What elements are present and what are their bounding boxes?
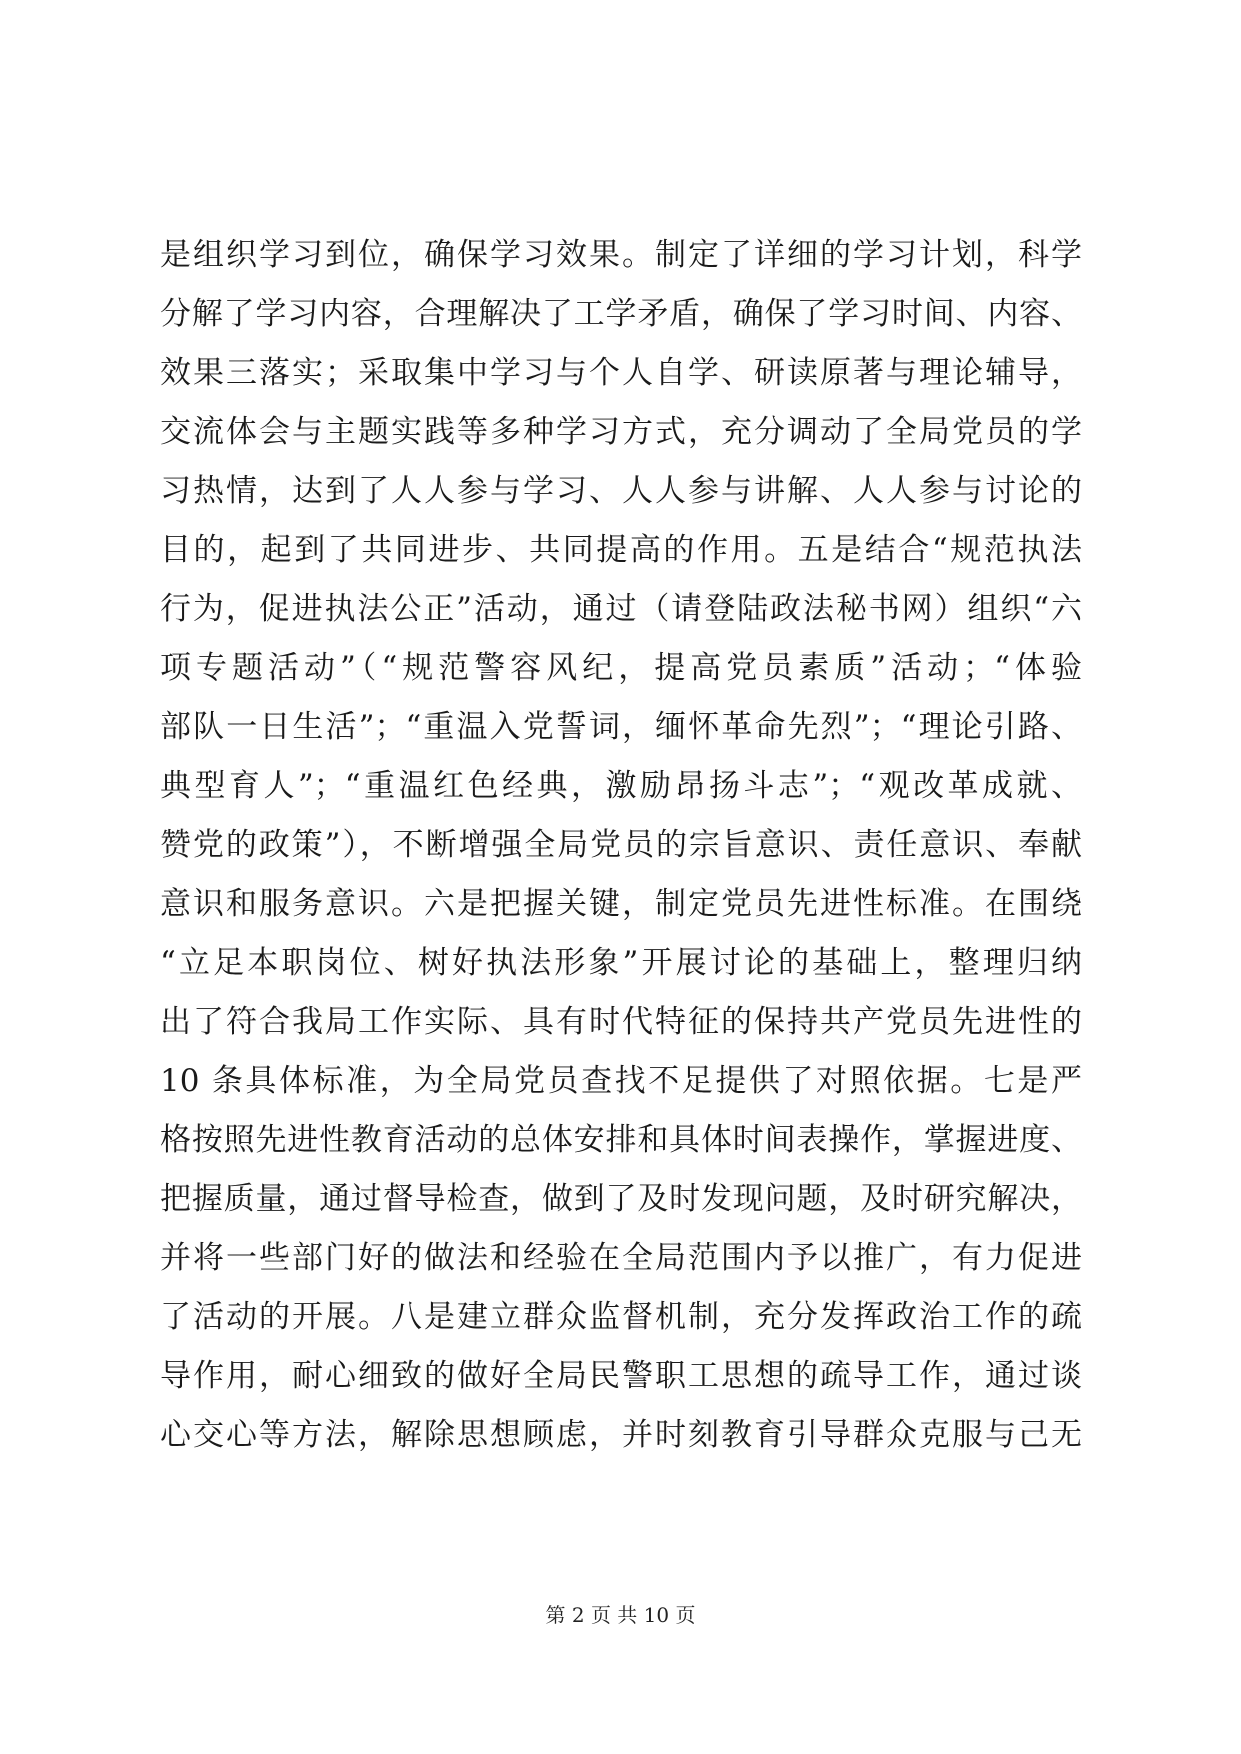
text-line: 导作用，耐心细致的做好全局民警职工思想的疏导工作，通过谈: [160, 1358, 1082, 1394]
text-line: 意识和服务意识。六是把握关键，制定党员先进性标准。在围绕: [160, 886, 1082, 922]
page-number: 第 2 页 共 10 页: [545, 1603, 696, 1627]
text-line: 是组织学习到位，确保学习效果。制定了详细的学习计划，科学: [160, 237, 1082, 273]
text-line: 项专题活动”（“规范警容风纪，提高党员素质”活动；“体验: [160, 650, 1082, 686]
text-line: 出了符合我局工作实际、具有时代特征的保持共产党员先进性的: [160, 1004, 1082, 1040]
text-line: 目的，起到了共同进步、共同提高的作用。五是结合“规范执法: [160, 532, 1082, 568]
text-line: 格按照先进性教育活动的总体安排和具体时间表操作，掌握进度、: [160, 1122, 1082, 1158]
text-line: 了活动的开展。八是建立群众监督机制，充分发挥政治工作的疏: [160, 1299, 1082, 1335]
text-line: 分解了学习内容，合理解决了工学矛盾，确保了学习时间、内容、: [160, 296, 1082, 332]
text-line: 典型育人”；“重温红色经典，激励昂扬斗志”；“观改革成就、: [160, 768, 1082, 804]
text-line: 并将一些部门好的做法和经验在全局范围内予以推广，有力促进: [160, 1240, 1082, 1276]
text-line: 把握质量，通过督导检查，做到了及时发现问题，及时研究解决，: [160, 1181, 1082, 1217]
text-line: 部队一日生活”；“重温入党誓词，缅怀革命先烈”；“理论引路、: [160, 709, 1082, 745]
text-line: 效果三落实；采取集中学习与个人自学、研读原著与理论辅导，: [160, 355, 1082, 391]
text-line: 行为，促进执法公正”活动，通过（请登陆政法秘书网）组织“六: [160, 591, 1082, 627]
text-line: 赞党的政策”），不断增强全局党员的宗旨意识、责任意识、奉献: [160, 827, 1082, 863]
text-line: 交流体会与主题实践等多种学习方式，充分调动了全局党员的学: [160, 414, 1082, 450]
text-line: 10 条具体标准，为全局党员查找不足提供了对照依据。七是严: [160, 1063, 1082, 1099]
text-line: “立足本职岗位、树好执法形象”开展讨论的基础上，整理归纳: [160, 945, 1082, 981]
text-line: 习热情，达到了人人参与学习、人人参与讲解、人人参与讨论的: [160, 473, 1082, 509]
body-text: [160, 226, 1082, 1465]
text-line: 心交心等方法，解除思想顾虑，并时刻教育引导群众克服与己无: [160, 1417, 1082, 1453]
